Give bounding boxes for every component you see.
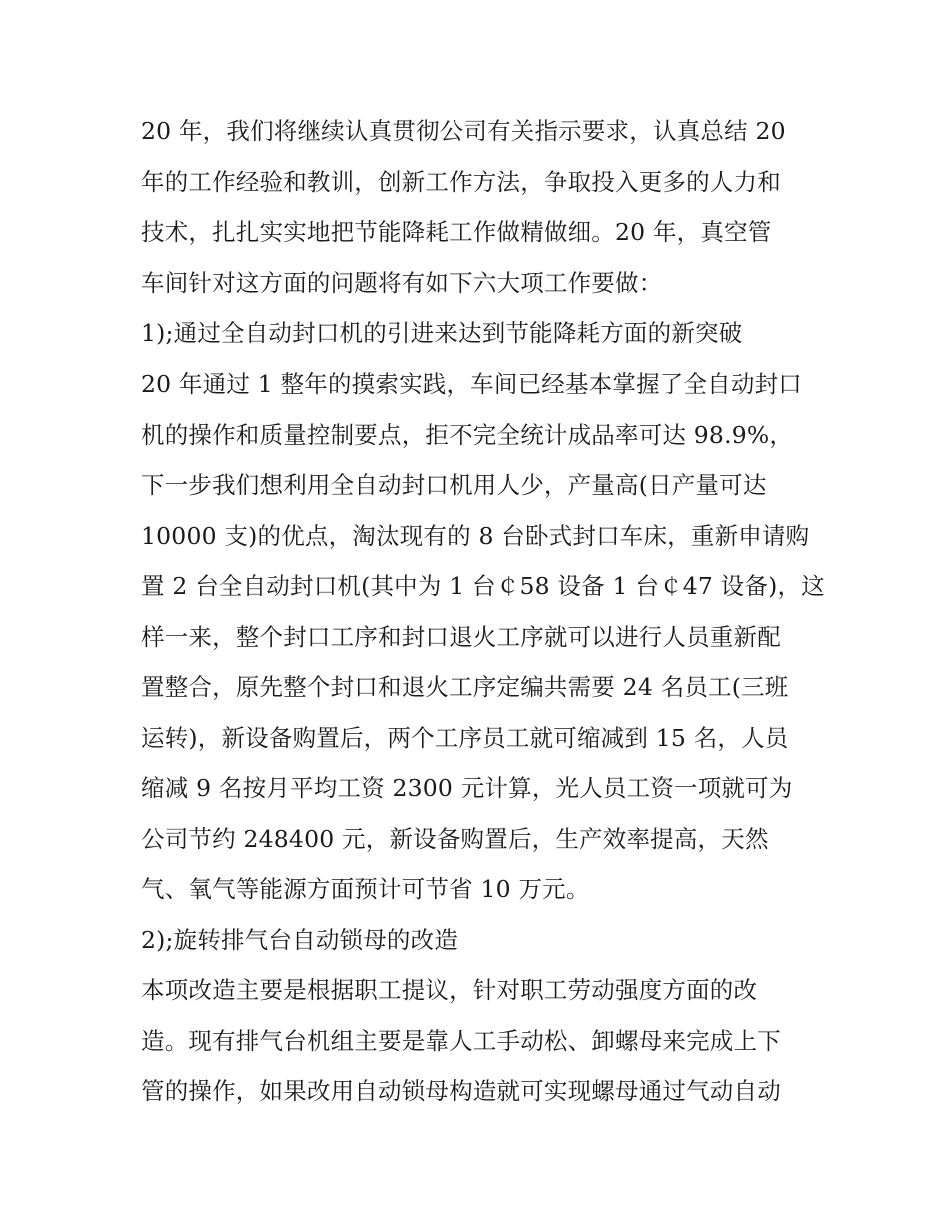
- text-line: 20 年通过 1 整年的摸索实践，车间已经基本掌握了全自动封口: [141, 370, 802, 398]
- section-heading: 1);通过全自动封口机的引进来达到节能降耗方面的新突破: [141, 319, 743, 347]
- text-line: 缩减 9 名按月平均工资 2300 元计算，光人员工资一项就可为: [141, 774, 793, 802]
- text-line: 样一来，整个封口工序和封口退火工序就可以进行人员重新配: [141, 623, 781, 651]
- text-line: 年的工作经验和教训，创新工作方法，争取投入更多的人力和: [141, 168, 781, 196]
- text-line: 技术，扎扎实实地把节能降耗工作做精做细。20 年，真空管: [141, 218, 772, 246]
- text-line: 下一步我们想利用全自动封口机用人少，产量高(日产量可达: [141, 471, 767, 499]
- section-heading: 2);旋转排气台自动锁母的改造: [141, 926, 459, 954]
- text-line: 造。现有排气台机组主要是靠人工手动松、卸螺母来完成上下: [141, 1027, 781, 1055]
- text-line: 气、氧气等能源方面预计可节省 10 万元。: [141, 875, 590, 903]
- text-line: 车间针对这方面的问题将有如下六大项工作要做：: [141, 269, 663, 297]
- text-line: 运转)，新设备购置后，两个工序员工就可缩减到 15 名，人员: [141, 724, 789, 752]
- text-line: 20 年，我们将继续认真贯彻公司有关指示要求，认真总结 20: [141, 117, 786, 145]
- text-line: 机的操作和质量控制要点，拒不完全统计成品率可达 98.9%，: [141, 421, 794, 449]
- text-line: 本项改造主要是根据职工提议，针对职工劳动强度方面的改: [141, 976, 758, 1004]
- text-line: 置整合，原先整个封口和退火工序定编共需要 24 名员工(三班: [141, 673, 789, 701]
- text-line: 10000 支)的优点，淘汰现有的 8 台卧式封口车床，重新申请购: [141, 522, 810, 550]
- text-line: 公司节约 248400 元，新设备购置后，生产效率提高，天然: [141, 825, 769, 853]
- text-line: 置 2 台全自动封口机(其中为 1 台￠58 设备 1 台￠47 设备)，这: [141, 572, 825, 600]
- text-line: 管的操作，如果改用自动锁母构造就可实现螺母通过气动自动: [141, 1077, 781, 1105]
